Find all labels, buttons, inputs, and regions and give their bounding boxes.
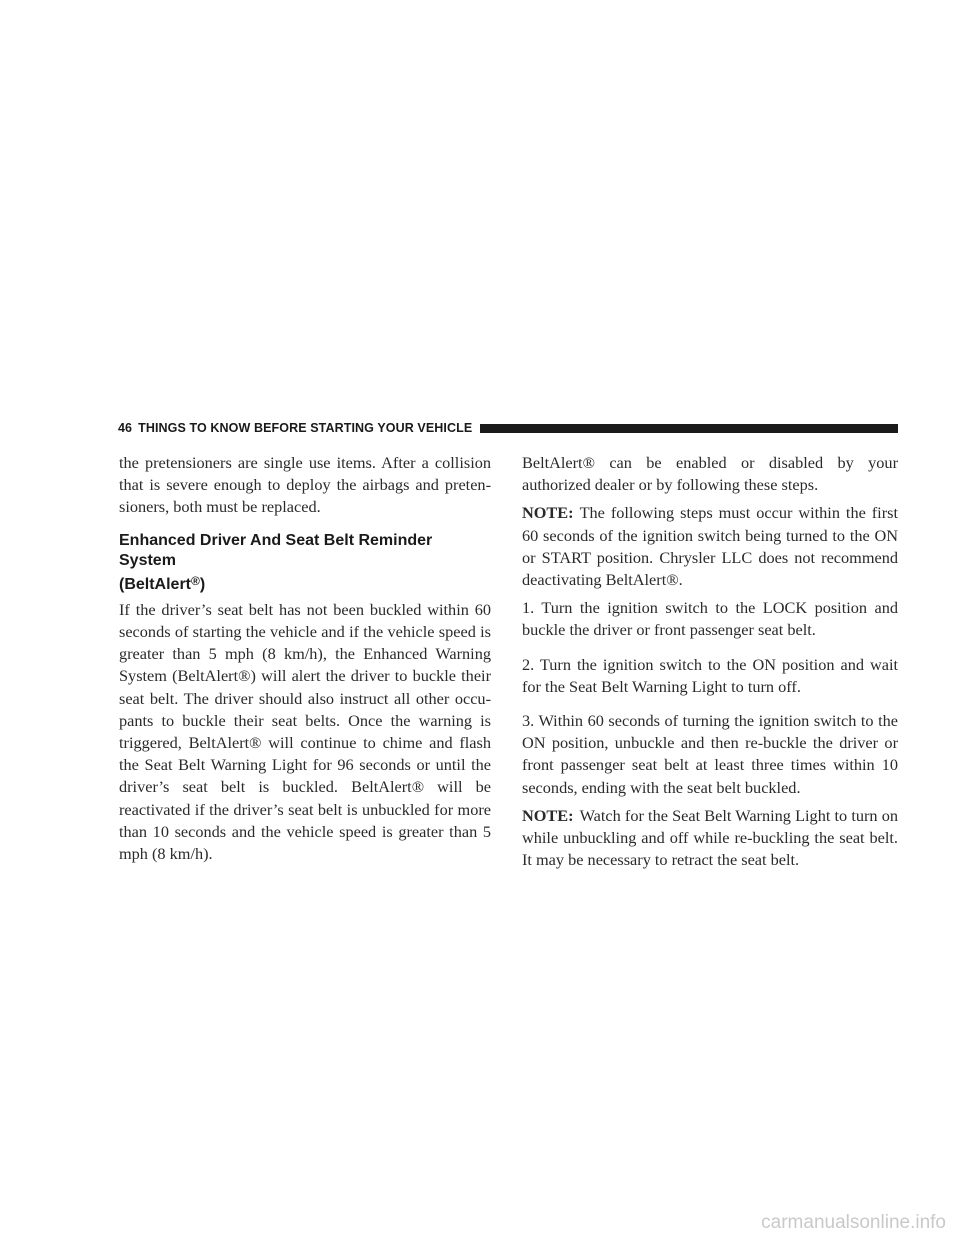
note-label-2: NOTE: — [522, 805, 574, 825]
step-2: 2. Turn the ignition switch to the ON position and wait for the Seat Belt Warning Light to turn off. — [522, 654, 898, 696]
watermark: carmanualsonline.info — [761, 1212, 946, 1233]
note-paragraph-1 — [522, 502, 898, 591]
note-label-1: NOTE: — [522, 503, 574, 523]
registered-mark: ® — [191, 573, 200, 588]
enable-disable-paragraph: BeltAlert® can be enabled or disabled by your authorized dealer or by following these steps. — [522, 453, 898, 495]
page-number: 46 — [118, 421, 133, 435]
step-3: 3. Within 60 seconds of turning the ignition switch to the ON position, unbuckle and then re-buckle the driver or front passenger seat belt at least three times within 10 seconds, ending with the seat belt buckled. — [522, 711, 898, 797]
step-1: 1. Turn the ignition switch to the LOCK position and buckle the driver or front passenger seat belt. — [522, 598, 898, 640]
section-title: THINGS TO KNOW BEFORE STARTING YOUR VEHICLE — [138, 421, 473, 435]
page-header — [118, 419, 898, 437]
heading-line-1: Enhanced Driver And Seat Belt Reminder System — [119, 531, 433, 569]
note-paragraph-2 — [522, 805, 898, 872]
section-heading — [119, 531, 491, 595]
header-text — [118, 421, 472, 435]
note-text-2: Watch for the Seat Belt Warning Light to turn on while unbuckling and off while re-buckling the seat belt. It may be necessary to retract the seat belt. — [522, 805, 898, 870]
left-column — [119, 452, 491, 877]
heading-line-2-suffix: ) — [199, 575, 206, 593]
note-text-1: The following steps must occur within the first 60 seconds of the ignition switch being turned to the ON or START position. Chrysler LLC does not recommend deactivating BeltAlert®. — [522, 503, 898, 590]
right-column — [522, 452, 898, 883]
header-rule-bar — [480, 424, 898, 433]
heading-line-2-prefix: (BeltAlert — [119, 575, 192, 593]
pretensioner-paragraph: the pretensioners are single use items. After a collision that is severe enough to deploy the airbags and preten-sioners, both must be replaced. — [119, 453, 491, 517]
beltalert-description: If the driver’s seat belt has not been buckled within 60 seconds of starting the vehicle and if the vehicle speed is greater than 5 mph (8 km/h), the Enhanced Warning System (BeltAlert®) will alert the driver to buckle their seat belt. The driver should also instruct all other occu-pants to buckle their seat belts. Once the warning is triggered, BeltAlert® will continue to chime and flash the Seat Belt Warning Light for 96 seconds or until the driver’s seat belt is buckled. BeltAlert® will be reactivated if the driver’s seat belt is unbuckled for more than 10 seconds and the vehicle speed is greater than 5 mph (8 km/h). — [119, 599, 491, 864]
